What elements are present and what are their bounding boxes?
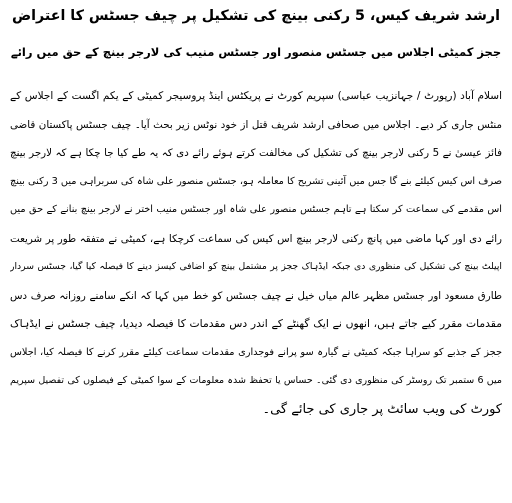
article-body: [10, 82, 502, 424]
body-line-6: رائے دی اور کہا ماضی میں پانچ رکنی لارجر بینچ اس کیس کی سماعت کرچکا ہے، کمیٹی نے متفقہ طور پر شریعت: [10, 232, 502, 245]
article-subheadline: ججز کمیٹی اجلاس میں جسٹس منصور اور جسٹس منیب کی لارجر بینچ کے حق میں رائے: [10, 45, 502, 59]
body-line-9: مقدمات مقرر کیے جاتے ہیں، انھوں نے ایک گھنٹے کے اندر دس مقدمات کا فیصلہ دیدیا، چیف جسٹس نے ایڈہاک: [10, 317, 502, 330]
body-line-7: اپیلٹ بینچ کی تشکیل کی منظوری دی جبکہ ایڈہاک ججز پر مشتمل بینچ کو اضافی کیسز دینے کا فیصلہ کیا گیا، جسٹس سردار: [10, 261, 502, 272]
body-line-4: صرف اس کیس کیلئے بنے گا جس میں آئینی تشریح کا معاملہ ہو، جسٹس منصور علی شاہ کی سربراہی میں 3 رکنی بینچ: [10, 175, 502, 187]
body-line-1: اسلام آباد (رپورٹ / جہانزیب عباسی) سپریم کورٹ نے پریکٹس اینڈ پروسیجر کمیٹی کے یکم اگست کے اجلاس کے: [10, 90, 502, 102]
body-line-3: فائز عیسیٰ نے 5 رکنی لارجر بینچ کی تشکیل کی مخالفت کرتے ہوئے رائے دی کہ یہ طے کیا جا چکا ہے کہ لارجر بینچ: [10, 147, 502, 159]
body-line-12: کورٹ کی ویب سائٹ پر جاری کی جائے گی۔: [262, 401, 502, 417]
body-line-10: ججز کے جذبے کو سراہا جبکہ کمیٹی نے گیارہ سو پرانے فوجداری مقدمات سماعت کیلئے مقرر کرنے کا فیصلہ کیا، اجلاس: [10, 346, 502, 358]
article-headline: ارشد شریف کیس، 5 رکنی بینچ کی تشکیل پر چیف جسٹس کا اعتراض: [11, 8, 500, 24]
body-line-11: میں 6 ستمبر تک روسٹر کی منظوری دی گئی۔ حساس یا تحفظ شدہ معلومات کے سوا کمیٹی کے فیصلوں کی تفصیل سپریم: [10, 375, 502, 386]
body-line-8: طارق مسعود اور جسٹس مظہر عالم میاں خیل نے چیف جسٹس کو خط میں کہا کہ انکے سامنے روزانہ صرف دس: [10, 289, 502, 302]
body-line-2: منٹس جاری کر دیے۔ اجلاس میں صحافی ارشد شریف قتل از خود نوٹس زیر بحث آیا۔ چیف جسٹس پاکستان قاضی: [10, 118, 502, 131]
body-line-5: اس مقدمے کی سماعت کر سکتا ہے تاہم جسٹس منصور علی شاہ اور جسٹس منیب اختر نے لارجر بینچ بنانے کے حق میں: [10, 204, 502, 215]
